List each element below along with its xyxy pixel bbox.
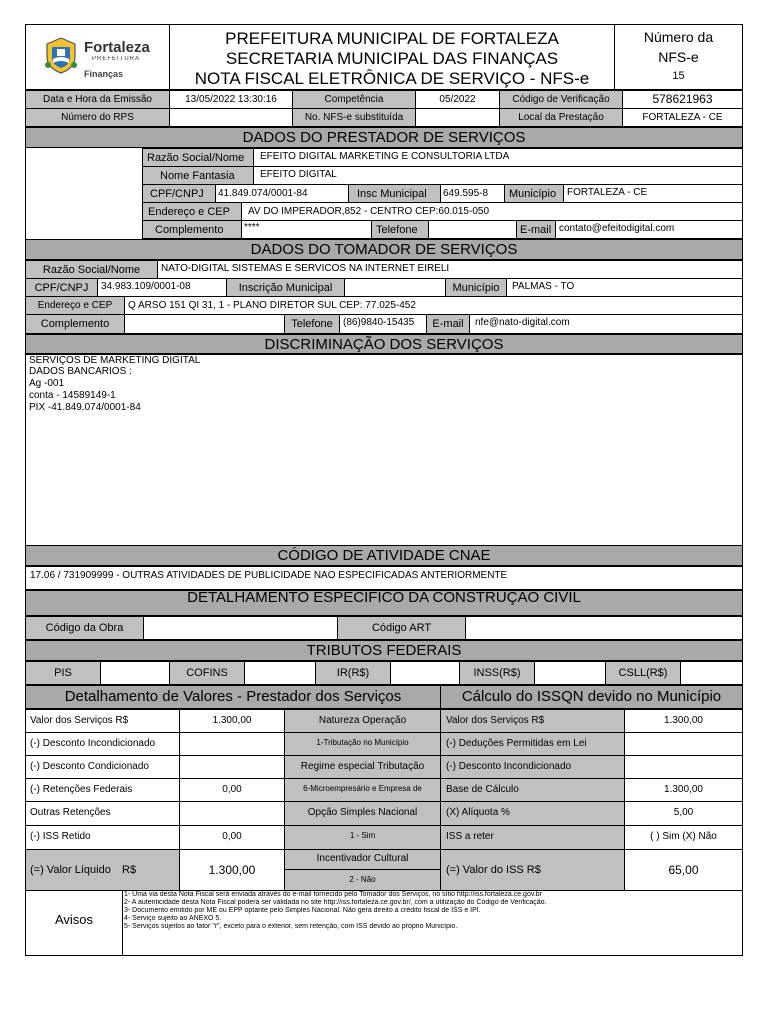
client-name-label: Razão Social/Nome [42,264,141,276]
nfse-number-label-2: NFS-e [658,49,699,65]
provider-complement-value: **** [244,222,260,233]
client-cnpj-value: 34.983.109/0001-08 [101,281,191,292]
client-cnpj-label: CPF/CNPJ [34,282,89,294]
fortaleza-emblem-icon [41,35,81,75]
provider-name-value: EFEITO DIGITAL MARKETING E CONSULTORIA LTDA [260,151,510,162]
client-city-label: Município [452,282,500,294]
iss-value: 65,00 [668,864,699,877]
ir-value [390,661,460,685]
client-phone-value: (86)9840-15435 [343,317,415,328]
value-row-value: 0,00 [222,784,242,795]
provider-cnpj-value: 41.849.074/0001-84 [218,188,308,199]
client-email-label: E-mail [432,318,464,330]
services-line: DADOS BANCARIOS : [29,366,132,377]
cnae-section-title: CÓDIGO DE ATIVIDADE CNAE [25,545,743,566]
value-row-label: (-) Desconto Condicionado [30,761,149,772]
substituted-label: No. NFS-e substituída [304,112,404,123]
art-code-label: Código ART [371,622,432,634]
issqn-row-value: ( ) Sim (X) Não [650,831,717,842]
value-row-label: Valor dos Serviços R$ [30,715,129,726]
nature-operation-value: 1-Tributação no Município [316,738,409,747]
logo-dept: Finanças [84,69,124,79]
verification-code-value: 578621963 [652,93,713,106]
client-municipal-reg-label: Inscrição Municipal [238,282,333,294]
service-location-value: FORTALEZA - CE [642,112,723,123]
emission-date-label: Data e Hora da Emissão [43,94,152,105]
substituted-value [415,108,500,127]
provider-phone-value [428,220,517,239]
provider-municipal-reg-value: 649.595-8 [443,188,489,199]
notice-line: 3- Documento emitido por ME ou EPP optante pelo Simples Nacional. Não gera direito a crédito fiscal de ISS e IPI. [124,907,481,914]
client-phone-label: Telefone [291,318,333,330]
value-row-value: 1.300,00 [212,715,252,726]
csll-value [680,661,743,685]
logo-area [25,24,170,90]
provider-municipal-reg-label: Insc Municipal [357,188,427,200]
provider-address-value: AV DO IMPERADOR,852 - CENTRO CEP:60.015-050 [248,206,490,217]
federal-taxes-title: TRIBUTOS FEDERAIS [25,640,743,661]
notice-line: 4- Serviço sujeito ao ANEXO 5. [124,915,222,922]
value-row-value: 0,00 [222,831,242,842]
notices-box [122,890,743,956]
provider-trade-name-label: Nome Fantasia [160,170,235,182]
special-regime-value: 6-Microempresário e Empresa de [303,784,422,793]
client-city-value: PALMAS - TO [512,281,575,292]
notice-line: 2- A autenticidade desta Nota Fiscal poderá ser validada no site http://iss.fortaleza.ce.gov.br/, com a utilização do Código de Verificação. [124,899,547,906]
iss-value-label: (=) Valor do ISS R$ [446,864,541,876]
rps-value [169,108,293,127]
provider-email-value: contato@efeitodigital.com [559,223,675,234]
nfse-number-box [614,24,743,90]
notice-line: 1- Uma via desta Nota Fiscal será enviada através do e-mail fornecido pelo Tomador dos Serviços, no sítio http://iss.fortaleza.ce.gov.br [124,891,542,898]
client-name-value: NATO-DIGITAL SISTEMAS E SERVICOS NA INTERNET EIRELI [161,263,450,274]
provider-email-label: E-mail [520,224,552,236]
notice-line: 5- Serviços sujeitos ao fator "r", exceto para o exterior, sem retenção, com ISS devido ao próprio Município. [124,923,458,930]
verification-code-label: Código de Verificação [512,94,610,105]
notices-label: Avisos [54,913,94,927]
issqn-section-title: Cálculo do ISSQN devido no Município [440,685,743,709]
services-section-title: DISCRIMINAÇÃO DOS SERVIÇOS [25,334,743,354]
provider-phone-label: Telefone [376,224,418,236]
competencia-value: 05/2022 [439,94,476,105]
inss-label: INSS(R$) [473,667,521,679]
value-row-label: (-) Desconto Incondicionado [30,738,156,749]
provider-complement-label: Complemento [155,224,224,236]
provider-name-label: Razão Social/Nome [147,152,245,164]
net-value: 1.300,00 [208,864,256,877]
provider-city-label: Município [509,188,557,200]
provider-section-title: DADOS DO PRESTADOR DE SERVIÇOS [25,127,743,148]
ir-label: IR(R$) [336,667,370,679]
value-row-label: (-) ISS Retido [30,831,91,842]
special-regime-label: Regime especial Tributação [300,761,425,772]
client-municipal-reg-value [344,278,446,297]
competencia-label: Competência [324,94,384,105]
pis-label: PIS [54,667,72,679]
services-line: PIX -41.849.074/0001-84 [29,402,141,413]
provider-cnpj-label: CPF/CNPJ [150,188,204,200]
client-address-value: Q ARSO 151 QI 31, 1 - PLANO DIRETOR SUL CEP: 77.025-452 [128,300,416,311]
value-row-label: (-) Retenções Federais [30,784,133,795]
header-line-1: PREFEITURA MUNICIPAL DE FORTALEZA [225,29,559,48]
inss-value [534,661,606,685]
construction-section-title: DETALHAMENTO ESPECÍFICO DA CONSTRUÇÃO CIVIL [25,590,743,616]
art-code-value [465,616,743,640]
issqn-row-label: ISS a reter [446,831,494,842]
client-complement-label: Complemento [40,318,110,330]
net-value-currency: R$ [122,864,137,876]
cultural-incentive-label: Incentivador Cultural [316,853,409,864]
issqn-row-value: 5,00 [673,807,694,818]
rps-label: Número do RPS [61,112,134,123]
issqn-row-value: 1.300,00 [664,715,703,726]
client-email-value: nfe@nato-digital.com [475,317,570,328]
client-section-title: DADOS DO TOMADOR DE SERVIÇOS [25,239,743,260]
logo-subtext: PREFEITURA [92,56,141,62]
simples-nacional-label: Opção Simples Nacional [307,807,418,818]
services-description-box [25,354,743,546]
services-line: SERVIÇOS DE MARKETING DIGITAL [29,355,201,366]
pis-value [100,661,170,685]
issqn-row-label: (-) Deduções Permitidas em Lei [446,738,587,749]
services-line: conta - 14589149-1 [29,390,116,401]
values-section-title: Detalhamento de Valores - Prestador dos Serviços [25,685,441,709]
net-value-label: (=) Valor Líquido [30,864,111,876]
nature-operation-label: Natureza Operação [318,715,407,726]
header-line-2: SECRETARIA MUNICIPAL DAS FINANÇAS [225,49,559,68]
services-line: Ag -001 [29,378,65,389]
cultural-incentive-value: 2 - Não [349,875,376,884]
issqn-row-label: (-) Desconto Incondicionado [446,761,572,772]
emission-date-value: 13/05/2022 13:30:16 [185,94,277,105]
issqn-row-label: Base de Cálculo [446,784,519,795]
nfse-number-value: 15 [672,70,685,82]
construction-code-label: Código da Obra [45,622,124,634]
issqn-row-label: Valor dos Serviços R$ [446,715,545,726]
csll-label: CSLL(R$) [618,667,668,679]
provider-trade-name-value: EFEITO DIGITAL [260,169,337,180]
nfse-number-label-1: Número da [643,29,714,45]
service-location-label: Local da Prestação [518,112,604,123]
issqn-row-value: 1.300,00 [664,784,703,795]
provider-address-label: Endereço e CEP [148,206,230,218]
provider-city-value: FORTALEZA - CE [567,187,648,198]
client-complement-value [124,314,285,334]
cofins-label: COFINS [186,667,228,679]
simples-nacional-value: 1 - Sim [349,831,376,840]
cofins-value [244,661,316,685]
header-line-3: NOTA FISCAL ELETRÔNICA DE SERVIÇO - NFS-e [194,69,590,88]
construction-code-value [143,616,338,640]
cnae-value: 17.06 / 731909999 - OUTRAS ATIVIDADES DE PUBLICIDADE NÃO ESPECIFICADAS ANTERIORMENTE [30,570,508,581]
issqn-row-label: (X) Alíquota % [446,807,510,818]
logo-text: Fortaleza [84,39,150,56]
header-title-box [169,24,615,90]
value-row-label: Outras Retenções [30,807,111,818]
client-address-label: Endereço e CEP [37,300,113,311]
